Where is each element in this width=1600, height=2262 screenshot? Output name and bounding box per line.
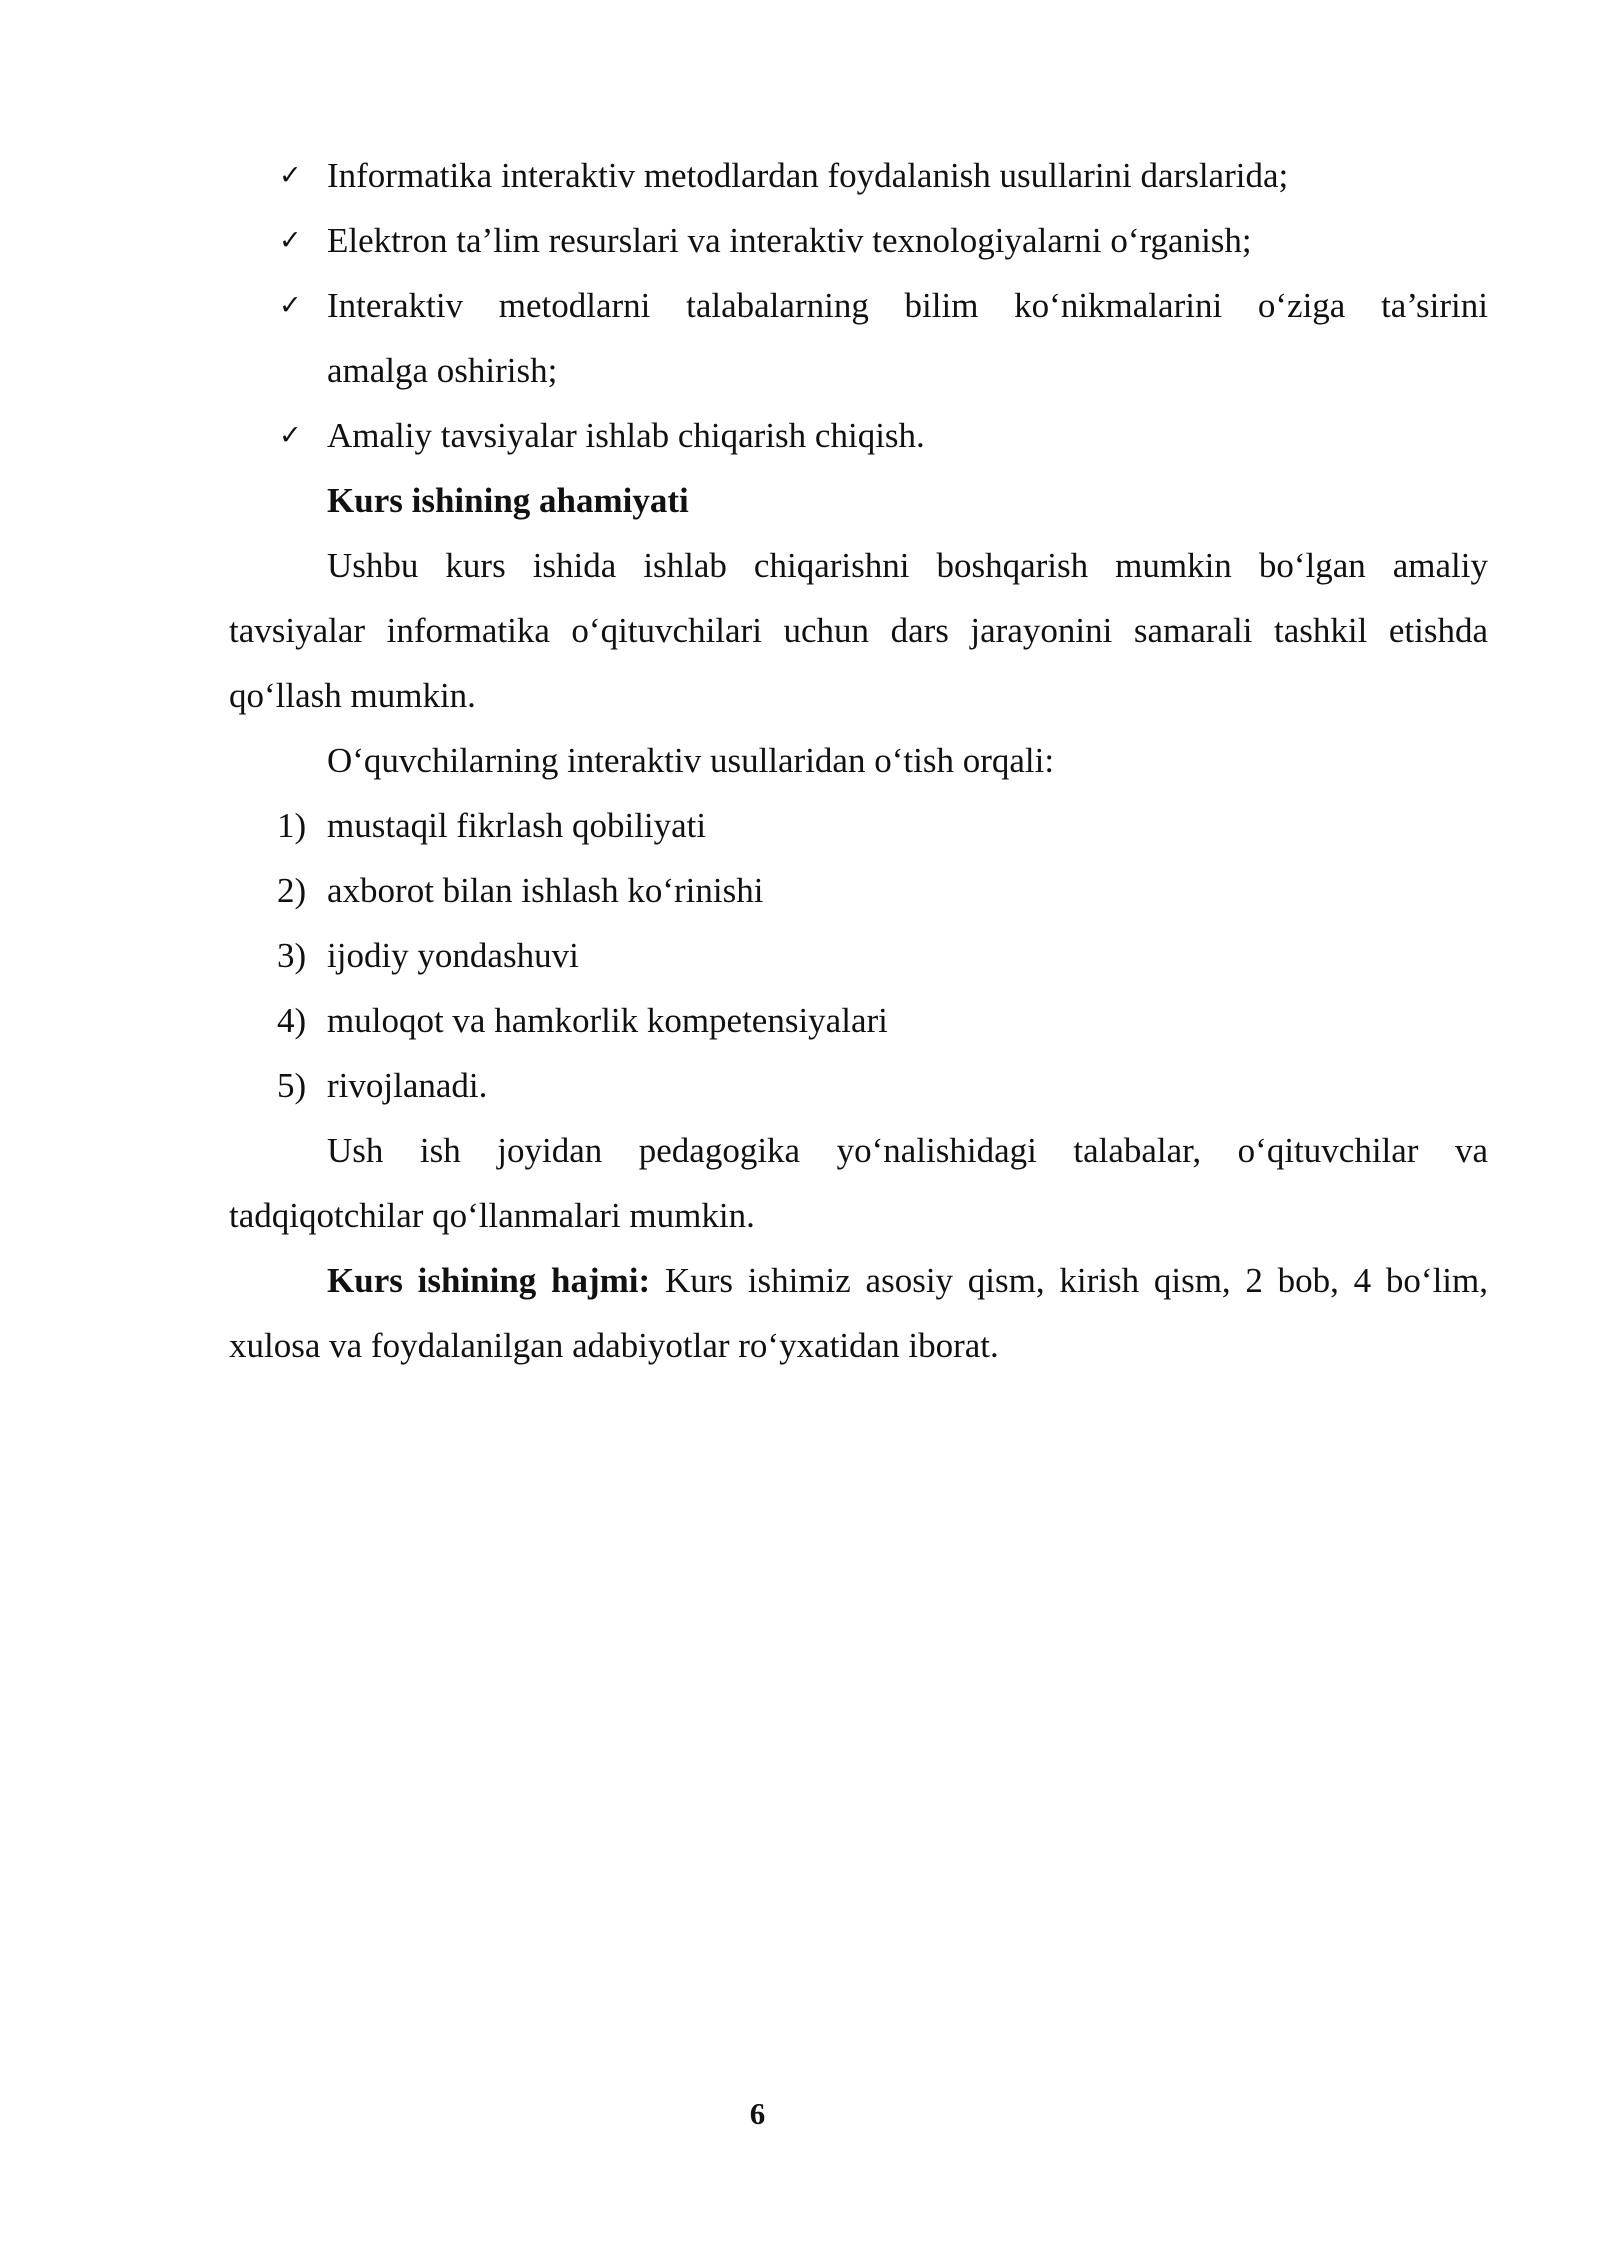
- checklist-item-4: Amaliy tavsiyalar ishlab chiqarish chiqish.: [327, 416, 925, 455]
- significance-paragraph-line-2: tavsiyalar informatika o‘qituvchilari uchun dars jarayonini samarali tashkil etishda: [229, 611, 1488, 650]
- numbered-list-item: ijodiy yondashuvi: [327, 936, 579, 975]
- list-number: 5): [277, 1066, 307, 1105]
- volume-text: Kurs ishimiz asosiy qism, kirish qism, 2 bob, 4 bo‘lim,: [650, 1261, 1488, 1300]
- check-mark-icon: ✓: [279, 225, 302, 256]
- page-number: 6: [749, 2096, 766, 2131]
- volume-label: Kurs ishining hajmi:: [327, 1261, 651, 1300]
- check-mark-icon: ✓: [279, 290, 302, 321]
- volume-paragraph-line-2: xulosa va foydalanilgan adabiyotlar ro‘yxatidan iborat.: [229, 1326, 999, 1365]
- list-number: 2): [277, 871, 307, 910]
- numbered-list-item: muloqot va hamkorlik kompetensiyalari: [327, 1001, 888, 1040]
- section-heading: Kurs ishining ahamiyati: [327, 481, 689, 520]
- check-mark-icon: ✓: [279, 420, 302, 451]
- usage-paragraph-line-1: Ush ish joyidan pedagogika yo‘nalishidagi talabalar, o‘qituvchilar va: [327, 1131, 1488, 1170]
- checklist-item-3-line-1: Interaktiv metodlarni talabalarning bilim ko‘nikmalarini o‘ziga ta’sirini: [327, 286, 1488, 325]
- list-intro: O‘quvchilarning interaktiv usullaridan o‘tish orqali:: [327, 741, 1055, 780]
- numbered-list-item: rivojlanadi.: [327, 1066, 488, 1105]
- list-number: 3): [277, 936, 307, 975]
- significance-paragraph-line-3: qo‘llash mumkin.: [229, 676, 476, 715]
- checklist-item-1: Informatika interaktiv metodlardan foydalanish usullarini darslarida;: [327, 156, 1289, 195]
- list-number: 4): [277, 1001, 307, 1040]
- numbered-list-item: mustaqil fikrlash qobiliyati: [327, 806, 707, 845]
- checklist-item-3-line-2: amalga oshirish;: [327, 351, 558, 390]
- check-mark-icon: ✓: [279, 160, 302, 191]
- usage-paragraph-line-2: tadqiqotchilar qo‘llanmalari mumkin.: [229, 1196, 755, 1235]
- volume-paragraph-line-1: [327, 1259, 1488, 1303]
- list-number: 1): [277, 806, 307, 845]
- numbered-list-item: axborot bilan ishlash ko‘rinishi: [327, 871, 764, 910]
- checklist-item-2: Elektron ta’lim resurslari va interaktiv texnologiyalarni o‘rganish;: [327, 221, 1252, 260]
- significance-paragraph-line-1: Ushbu kurs ishida ishlab chiqarishni boshqarish mumkin bo‘lgan amaliy: [327, 546, 1488, 585]
